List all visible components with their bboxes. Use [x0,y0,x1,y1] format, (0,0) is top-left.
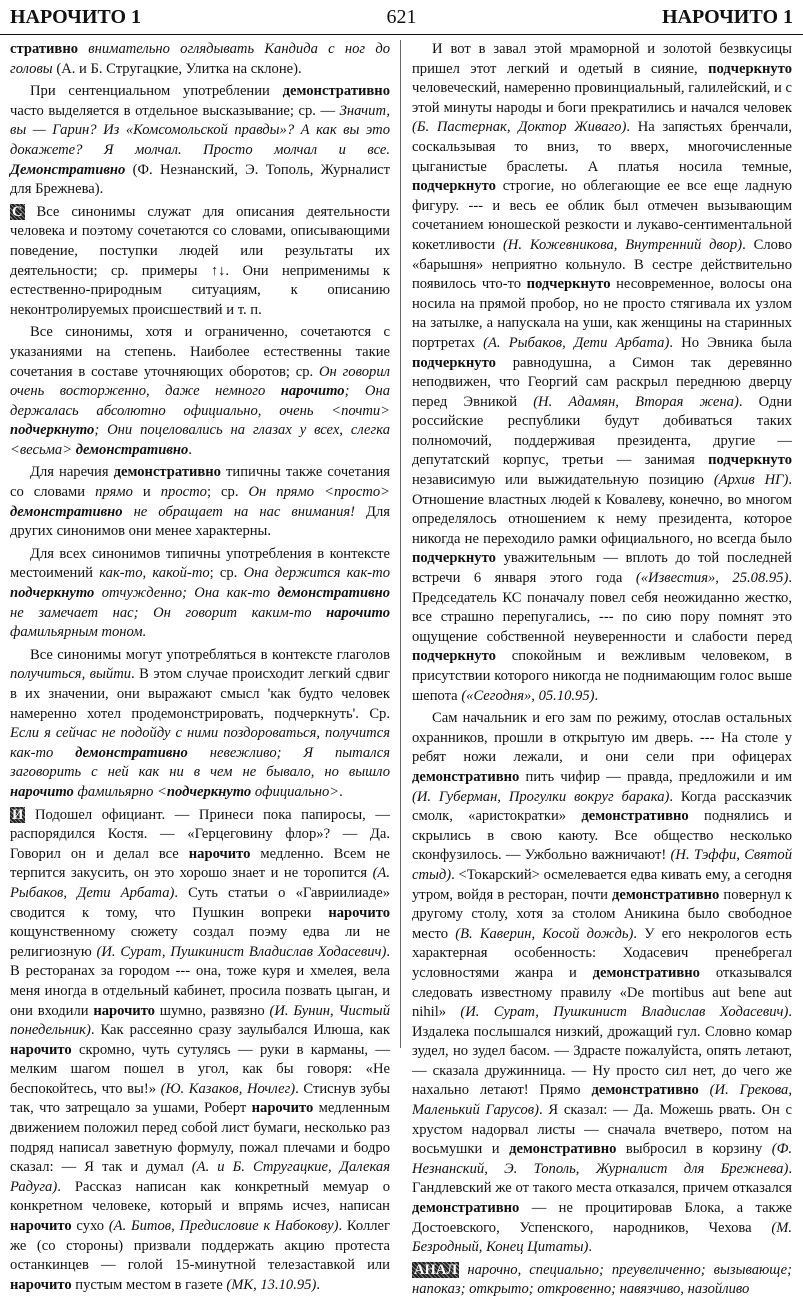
headword: нарочито [10,1276,72,1293]
body-text: . Как рассеянно сразу заулыбался Илюша, как [90,1022,390,1039]
left-column [10,40,391,1293]
example-text: ; Они поцеловались на глазах у всех, слегка <весьма> [10,422,390,458]
paragraph [10,545,390,643]
headword: подчеркнуто [166,783,252,800]
example-text: (Архив НГ) [713,472,789,489]
right-column [412,40,793,1298]
paragraph [412,40,792,706]
example-text: Он прямо <просто> [248,484,390,501]
body-text: скромно, чуть сутулясь — руки в карманы, — мелким шагом пошел в угол, как бы говоря: «Не беспокойтесь, что вы!» [10,1041,390,1097]
body-text: независимую или выжидательную позицию [412,472,714,489]
body-text: — не процитировав Блока, а также Достоевского, Успенского, народников, Чехова [412,1200,792,1236]
example-text: как-то, какой-то [99,565,210,582]
example-text: Если я сейчас не подойду с ними поздороваться, получится как-то [10,725,390,761]
body-text: . У его некрологов есть характерная особенность: Ходасевич пренебрегал условностями жанра и [412,925,792,981]
example-text: (И. Бунин, Чистый понедельник) [10,1002,390,1039]
example-text: просто [160,484,207,501]
example-text: официально> [251,783,340,800]
headword: нарочито [280,383,345,400]
body-text: . Суть статьи о «Гавриилиаде» сводится к тому, что Пушкин вопреки [10,884,390,921]
paragraph [10,463,390,541]
headword: демонстративно [611,886,720,903]
headword: подчеркнуто [412,354,496,371]
body-text: . Издалека послышался низкий, дрожащий гул. Словно комар зудел, но зудел басом. — Здрасте пожалуйста, опять летают, — сказала дружинница. — Ну просто сил нет, до чего же нахально летают! Прямо [412,1004,792,1099]
headword: стративно [10,41,79,57]
headword: подчеркнуто [412,178,496,195]
body-text: равнодушна, а Симон так деревянно неподвижен, что Георгий сам раскрыл переднюю дверцу перед Эвникой [412,354,792,410]
body-text: типичны также сочетания со словами [10,464,391,501]
body-text: . [188,441,192,458]
example-text: (А. Рыбаков, Дети Арбата) [483,334,670,351]
header-left-entry: НАРОЧИТО 1 [10,6,142,28]
body-text: . [339,783,343,800]
example-text: нарочно, специально; преувеличенно; вызывающе; напоказ; открыто; откровенно; навязчиво, назойливо [412,1261,792,1298]
page-header [0,0,803,35]
headword: нарочито [326,604,390,621]
headword: подчеркнуто [10,422,95,439]
headword: демонстративно [277,585,390,602]
paragraph [10,646,390,803]
body-text: И вот в завал этой мраморной и золотой безвкусицы пришел этот легкий и одетый в сияние, [412,41,792,77]
example-text: (Н. Адамян, Вторая жена) [533,393,739,410]
body-text: . В ресторанах за городом --- она, тоже куря и хмелея, вела меня иногда в отдельный кабинет, просила позвать цыган, и они входили [10,943,390,1019]
headword: демонстративно [592,964,700,981]
body-text: . Одни российские республики будут добиваться таких полномочий, поддерживая президента, другие — депутатский корпус, третьи — занимая [412,393,792,469]
body-text: . Коллег же (со стороны) призвали поддержать акцию протеста останкинцев — голой 15-минутной телезаставкой или [10,1218,390,1274]
example-text: («Сегодня», 05.10.95) [461,687,595,704]
body-text: Для всех синонимов типичны употребления в контексте местоимений [10,545,390,582]
body-text: . Рассказ написан как конкретный мемуар о конкретном человеке, который и впрямь исчез, написан [10,1178,390,1215]
example-text: (МК, 13.10.95) [226,1276,317,1293]
body-text: Для других синонимов они менее характерны. [10,503,390,540]
example-text: (И. Сурат, Пушкинист Владислав Ходасевич) [96,943,387,960]
headword: подчеркнуто [526,276,611,293]
body-text: Подошел официант. — Принеси пока папиросы, — распорядился Костя. — «Герцеговину флор»? — Да. Говорил он и делал все [10,806,390,862]
page-number: 621 [386,6,417,28]
example-text: (И. Губерман, Прогулки вокруг барака) [412,788,670,805]
body-text: спокойным и вежливым человеком, в присутствии которого никогда не поднимающим голос выше шепота [412,648,792,704]
headword: демонстративно [282,83,390,100]
headword: демонстративно [509,1141,617,1158]
body-text: выбросил в корзину [616,1141,772,1158]
body-text: При сентенциальном употреблении [30,83,283,100]
body-text: . Я сказал: — Да. Можешь рвать. Он с хрустом надорвал листы — сначала вчетверо, потом на восьмушки и [412,1102,792,1158]
column-divider [400,40,401,1048]
example-text: (И. Грекова, Маленький Гарусов) [412,1082,792,1119]
body-text: шумно, развязно [154,1002,270,1019]
body-text: часто выделяется в отдельное высказывание; ср. — [10,102,340,119]
body-text: отказывался следовать известному правилу «De mortibus aut bene aut nihil» [412,964,792,1021]
example-text: (Ю. Казаков, Ночлег) [160,1080,296,1097]
headword: нарочито [251,1100,314,1117]
body-text: поднялись и скрылись в свою каюту. Все общество несколько сконфузилось. — Ужбольно важничают! [412,808,792,864]
headword: демонстративно [412,768,520,785]
body-text: (Ф. Незнанский, Э. Тополь, Журналист для Брежнева). [10,161,390,198]
example-text: отчужденно; Она как-то [94,585,278,602]
headword: подчеркнуто [708,60,792,77]
body-text: медленным движением положил перед собой лист бумаги, несколько раз подряд написал заветную формулу, пожал плечами и бодро сказал: — Я так и думал [10,1100,390,1176]
example-text: (А. и Б. Стругацкие, Далекая Радуга) [10,1159,390,1195]
body-text: . <Токарский> осмелевается едва кивать ему, а сегодня утром, войдя в ресторан, почти [412,866,792,903]
body-text: Все синонимы, хотя и ограниченно, сочетаются с указаниями на степень. Наиболее естественны такие сочетания в составе уточняющих оборотов; ср. [10,324,390,380]
body-text: . [588,1239,592,1256]
headword: подчеркнуто [10,585,95,602]
body-text [699,1082,710,1098]
body-text: несовременное, волосы она носила на прямой пробор, но не просто стягивала их узлом на затылке, а напускала на уши, как женщины на старинных портретах [412,276,792,351]
headword: подчеркнуто [412,550,496,567]
body-text: . [316,1276,320,1293]
example-text: не замечает нас; Он говорит каким-то [10,604,327,621]
headword: демонстративно [591,1082,699,1099]
body-text: . Председатель КС поначалу повел себя неожиданно жестко, все страшно перепугались, --- по сию пору помнят это ощущение собственной неуверенности и слабости перед [412,570,793,645]
body-text: Сам начальник и его зам по режиму, отослав остальных охранников, прошли в открытую им дверь. --- На столе у ребят ножи лежали, и они сели при офицерах [412,710,792,766]
body-text: повернул к другому столу, хотя за столом Аникина было свободное место [412,886,792,942]
body-text: и [132,484,161,501]
headword: демонстративно [75,744,188,761]
body-text: Все синонимы могут употребляться в контексте глаголов [30,646,390,663]
example-text: фамильярно < [73,783,167,800]
body-text: . Гандлевский же от такого места отказался, причем отказался [412,1160,792,1197]
example-text: (Н. Кожевникова, Внутренний двор) [502,236,743,253]
paragraph [412,1261,792,1300]
example-text: (А. Рыбаков, Дети Арбата) [10,865,390,901]
example-text: Она держится как-то [243,565,390,582]
headword: демонстративно [10,503,123,520]
headword: демонстративно [581,808,689,825]
example-text: получиться, выйти [10,666,132,683]
paragraph [10,40,390,79]
headword: нарочито [328,904,390,921]
body-text: . В этом случае происходит легкий сдвиг в их значении, они выражают смысл 'как будто человек намеренно хотел продемонстрировать, подчеркнуть'. Ср. [10,666,390,722]
body-text: сухо [71,1218,109,1235]
headword: подчеркнуто [708,452,792,469]
headword: нарочито [188,845,251,862]
body-text: пустым местом в газете [71,1276,227,1293]
example-text: невежливо; Я пытался заговорить с ней как ни в чем не бывало, но вышло [10,744,390,781]
example-text: (Ф. Незнанский, Э. Тополь, Журналист для Брежнева) [412,1141,792,1177]
example-text: (В. Каверин, Косой дождь) [455,925,634,942]
body-text: Для наречия [30,464,114,481]
body-text: . Отношение властных людей к Ковалеву, конечно, во многом определялось отношением к нему президента, которое никогда не переходило рамки официального, но всегда было [412,472,792,547]
body-text: (А. и Б. Стругацкие, Улитка на склоне). [52,60,302,77]
headword: демонстративно [412,1200,520,1217]
body-text: Все синонимы служат для описания деятельности человека и поэтому сочетаются со словами, описывающими поведение, поступки людей или результаты их деятельности; ср. примеры ↑↓. Они неприменимы к естественно-природным ситуациям, к описанию неконтролируемых происшествий и т. п. [10,203,390,318]
headword: демонстративно [113,464,221,481]
body-text: . Когда рассказчик смолк, «аристократки» [412,788,793,825]
body-text: . На запястьях бренчали, соскальзывая то вниз, то вверх, многочисленные цыганистые браслеты. А платья носила темные, [412,119,792,175]
paragraph [10,82,390,200]
example-text: («Известия», 25.08.95) [635,570,789,587]
example-text: прямо [95,484,133,501]
example-text: не обращает на нас внимания! [122,503,356,520]
example-text: внимательно оглядывать Кандида с ног до головы [10,41,390,77]
body-text: пить чифир — правда, предложили и им [519,768,792,785]
header-right-entry: НАРОЧИТО 1 [661,6,793,28]
headword: демонстративно [75,441,189,458]
body-text: кощунственному сюжету создал поэму едва ли не религиозную [10,924,390,960]
example-text: (Н. Тэффи, Святой стыд) [412,847,792,883]
headword: нарочито [10,1041,72,1058]
example-text: (А. Битов, Предисловие к Набокову) [108,1218,339,1235]
section-marker: АНАЛ [414,1261,458,1278]
body-text: ; ср. [209,565,244,582]
example-text: Значит, вы — Гарин? Из «Комсомольской правды»? А как вы это докажете? Я молчал. Просто молчал и все. [10,102,390,158]
headword: подчеркнуто [412,648,496,665]
body-text: медленно. Всем не терпится закусить, он это хорошо знает и не торопится [10,845,390,882]
body-text: . [594,687,599,704]
section-marker: С [12,203,23,220]
paragraph [10,203,390,321]
example-text: ; Она держалась абсолютно официально, очень <почти> [10,383,390,419]
body-text: человеческий, намеренно провинциальный, галилейский, и с этой минуты народы и боги прекратились и начался человек [412,80,792,116]
example-text: (Б. Пастернак, Доктор Живаго) [412,119,627,136]
headword: нарочито [10,1218,72,1235]
example-text: фамильярным тоном. [10,624,147,641]
paragraph [10,806,390,1296]
headword: нарочито [10,783,74,800]
example-text: (И. Сурат, Пушкинист Владислав Ходасевич) [460,1004,789,1021]
paragraph [10,323,390,460]
body-text: уважительным — вплоть до той последней встречи 6 января этого года [412,550,792,587]
example-text: Он говорил очень восторженно, даже немного [10,363,390,400]
headword: Демонстративно [10,161,126,178]
paragraph [412,709,792,1258]
headword: нарочито [93,1002,155,1019]
section-marker: И [12,806,24,823]
example-text: (М. Безродный, Конец Цитаты) [412,1219,792,1256]
body-text: строгие, но облегающие ее все еще ладную фигуру. --- и весь ее облик был отмечен вызывающим сочетанием юношеской резкости и лукаво-сентиментальной кокетливости [412,178,792,253]
body-text: ; ср. [206,484,249,501]
body-text: . Стиснув зубы так, что затрещало за ушами, Роберт [10,1080,391,1117]
body-text: . Но Эвника была [669,334,792,351]
body-text: . Слово «барышня» неприятно кольнуло. В сестре действительно появилось что-то [412,236,792,293]
